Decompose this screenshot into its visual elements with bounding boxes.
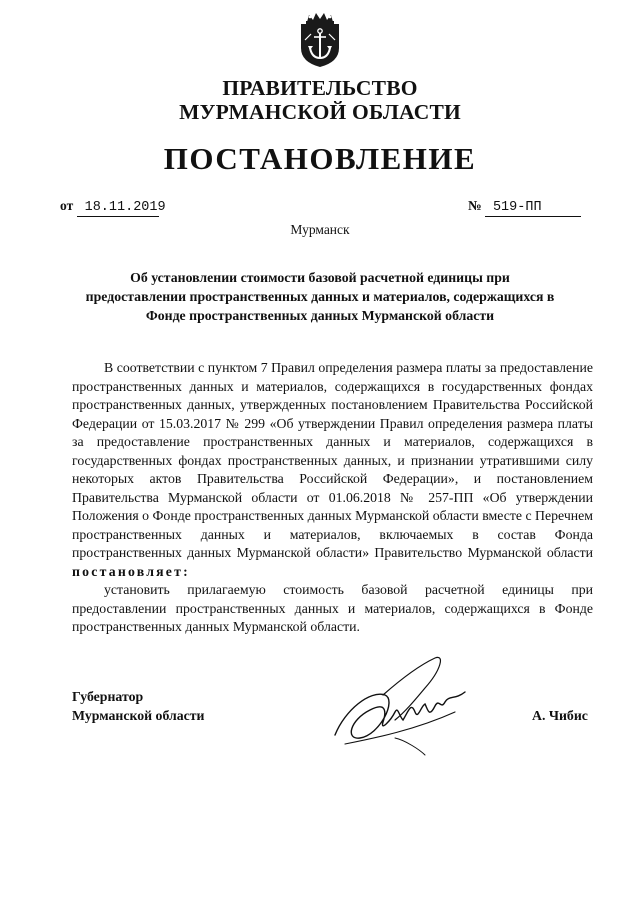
- subject-line1: Об установлении стоимости базовой расчетной единицы при: [130, 270, 510, 285]
- signer-title-line2: Мурманской области: [72, 707, 205, 723]
- preamble-text: В соответствии с пунктом 7 Правил определения размера платы за предоставление пространственных данных и материалов, содержащихся в государственных фондах пространственных данных, утвержденных постановлением Правительства Российской Федерации от 15.03.2017 № 299 «Об утверждении Правил определения размера платы за предоставление пространственных данных и материалов, содержащихся в государственных фондах пространственных данных, и признании утратившими силу некоторых актов Правительства Российской Федерации», и постановлением Правительства Мурманской области от 01.06.2018 № 257-ПП «Об утверждении Положения о Фонде пространственных данных Мурманской области вместе с Перечнем пространственных данных и материалов, включаемых в состав Фонда пространственных данных Мурманской области» Правительство Мурманской области: [72, 360, 593, 560]
- decree-date: [60, 197, 166, 217]
- city-name: Мурманск: [290, 222, 350, 237]
- coat-of-arms-icon: [295, 10, 345, 68]
- signer-title: [72, 688, 205, 725]
- date-value: 18.11.2019: [77, 200, 159, 217]
- decree-number: [468, 197, 581, 217]
- decree-subject: [70, 268, 570, 325]
- body-paragraph-1: [72, 359, 593, 581]
- number-value: 519-ПП: [485, 200, 581, 217]
- date-label: от: [60, 198, 74, 213]
- signer-name: А. Чибис: [532, 708, 588, 723]
- handwritten-signature-icon: [325, 640, 495, 760]
- government-title-line2: МУРМАНСКОЙ ОБЛАСТИ: [179, 100, 461, 124]
- government-title: [0, 76, 640, 124]
- number-label: №: [468, 198, 482, 213]
- subject-line3: Фонде пространственных данных Мурманской области: [145, 308, 495, 323]
- subject-line2: предоставлении пространственных данных и материалов, содержащихся в: [85, 289, 555, 304]
- body-paragraph-2: установить прилагаемую стоимость базовой расчетной единицы при предоставлении пространственных данных и материалов, содержащихся в Фонде пространственных данных Мурманской области.: [72, 582, 593, 634]
- government-title-line1: ПРАВИТЕЛЬСТВО: [222, 76, 418, 100]
- decree-body: [72, 359, 593, 637]
- signer-title-line1: Губернатор: [72, 689, 144, 704]
- document-type-title: ПОСТАНОВЛЕНИЕ: [163, 141, 477, 176]
- decree-keyword: постановляет:: [72, 563, 190, 579]
